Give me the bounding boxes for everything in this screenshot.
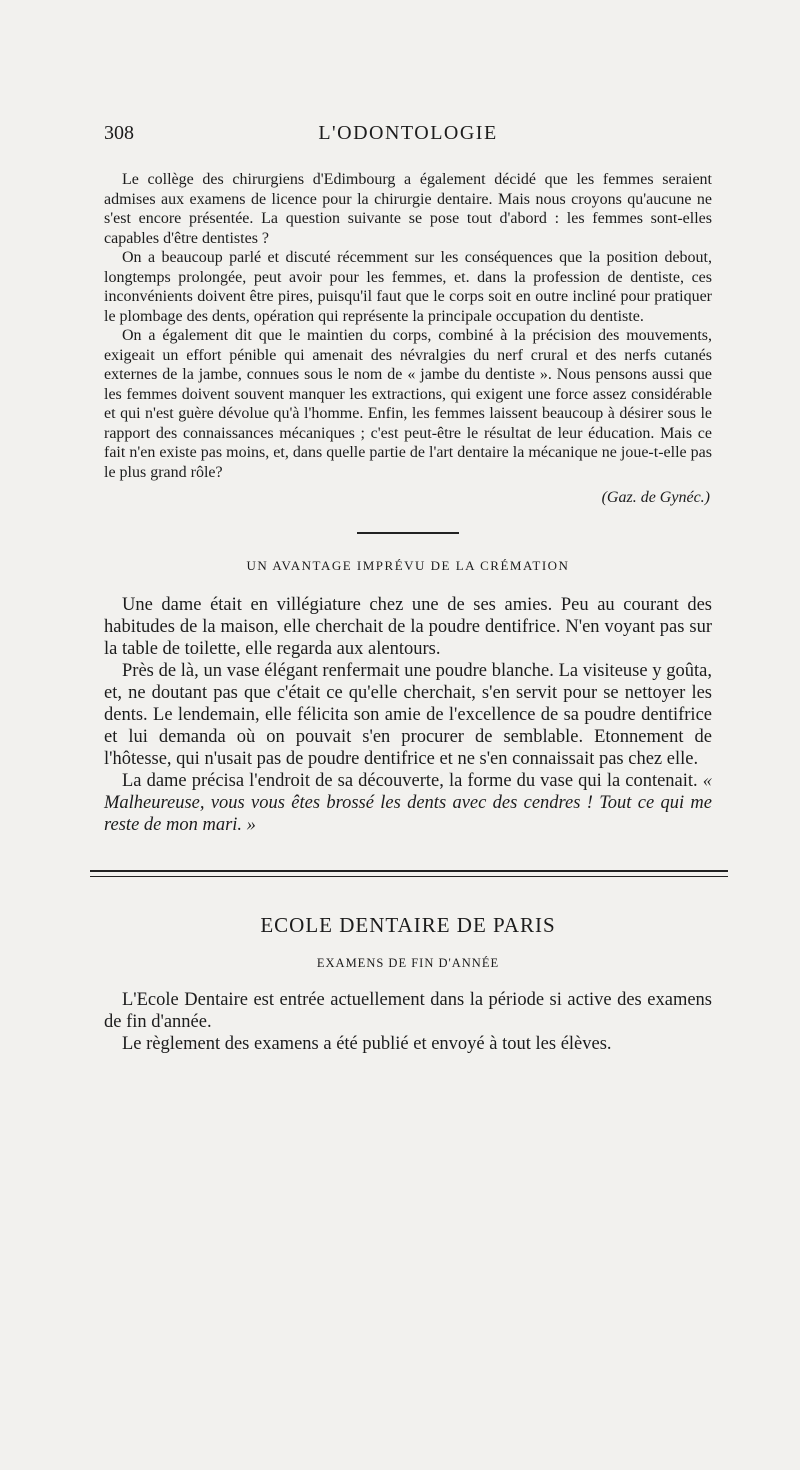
paragraph: Le collège des chirurgiens d'Edimbourg a également décidé que les femmes seraient admises aux examens de licence pour la chirurgie dentaire. Mais nous croyons qu'aucune ne s'est encore présentée. La question suivante se pose tout d'abord : les femmes sont-elles capables d'être dentistes ? [104,171,712,247]
source-citation: (Gaz. de Gynéc.) [601,489,710,506]
section-title: ECOLE DENTAIRE DE PARIS [260,912,556,937]
section-subtitle: EXAMENS DE FIN D'ANNÉE [316,955,500,970]
paragraph: On a beaucoup parlé et discuté récemment sur les conséquences que la position debout, longtemps prolongée, peut avoir pour les femmes, et. dans la profession de dentiste, ces inconvénients doivent être pires, puisqu'il faut que le corps soit en outre incliné pour pratiquer le plombage des dents, opération qui représente la principale occupation du dentiste. [104,249,712,325]
paragraph: L'Ecole Dentaire est entrée actuellement dans la période si active des examens de fin d'année. [104,989,712,1032]
page-number: 308 [104,122,134,144]
article-title: UN AVANTAGE IMPRÉVU DE LA CRÉMATION [246,557,570,573]
paragraph: Une dame était en villégiature chez une de ses amies. Peu au courant des habitudes de la maison, elle cherchait de la poudre dentifrice. N'en voyant pas sur la table de toilette, elle regarda aux alentours. [104,594,712,659]
paragraph-text: La dame précisa l'endroit de sa découverte, la forme du vase qui la contenait. [122,770,703,791]
paragraph [104,770,712,836]
article-cremation [104,594,712,836]
journal-title: L'ODONTOLOGIE [318,122,498,144]
double-separator-rule [90,870,728,877]
quoted-speech: « Malheureuse, vous vous êtes brossé les dents avec des cendres ! Tout ce qui me reste de mon mari. » [104,770,712,835]
paragraph: Près de là, un vase élégant renfermait une poudre blanche. La visiteuse y goûta, et, ne doutant pas que c'était ce qu'elle cherchait, s'en servit pour se nettoyer les dents. Le lendemain, elle félicita son amie de l'excellence de sa poudre dentifrice et lui demanda où on pouvait s'en procurer de semblable. Etonnement de l'hôtesse, qui n'usait pas de poudre dentifrice et ne s'en connaissait pas chez elle. [104,660,712,769]
article-women-dentists [104,170,712,508]
running-header [104,120,712,146]
separator-rule [357,532,459,534]
paragraph: Le règlement des examens a été publié et envoyé à tout les élèves. [122,1033,612,1054]
document-page [0,120,800,1470]
paragraph: On a également dit que le maintien du corps, combiné à la précision des mouvements, exigeait un effort pénible qui amenait des névralgies du nerf crural et des nerfs cutanés externes de la jambe, connues sous le nom de « jambe du dentiste ». Nous pensons aussi que les femmes doivent souvent manquer les extractions, qui exigent une force assez considérable et qui n'est guère dévolue qu'à l'homme. Enfin, les femmes laissent beaucoup à désirer sous le rapport des connaissances mécaniques ; c'est peut-être le résultat de leur éducation. Mais ce fait n'en existe pas moins, et, dans quelle partie de l'art dentaire la mécanique ne joue-t-elle pas le plus grand rôle? [104,327,712,481]
section-body [104,989,712,1055]
